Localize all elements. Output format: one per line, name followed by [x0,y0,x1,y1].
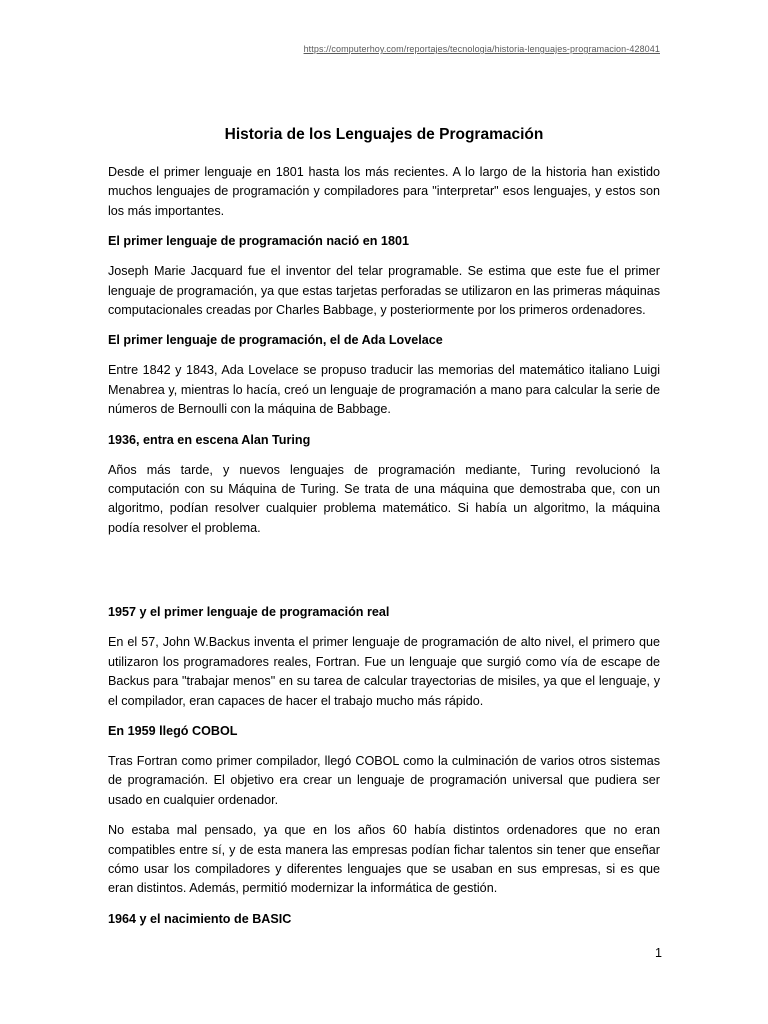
section-heading-fortran: 1957 y el primer lenguaje de programación real [108,605,390,620]
paragraph-jacquard: Joseph Marie Jacquard fue el inventor del telar programable. Se estima que este fue el primer lenguaje de programación, ya que estas tarjetas perforadas se utilizaron en las primeras máquinas computacionales creadas por Charles Babbage, y posteriormente por los primeros ordenadores. [108,264,660,318]
paragraph-lovelace: Entre 1842 y 1843, Ada Lovelace se propuso traducir las memorias del matemático italiano Luigi Menabrea y, mientras lo hacía, creó un lenguaje de programación a mano para calcular la serie de números de Bernoulli con la máquina de Babbage. [108,363,660,417]
paragraph-turing: Años más tarde, y nuevos lenguajes de programación mediante, Turing revolucionó la computación con su Máquina de Turing. Se trata de una máquina que demostraba que, con un algoritmo, podían resolver cualquier problema matemático. Si había un algoritmo, la máquina podía resolver el problema. [108,462,660,535]
section-heading-basic: 1964 y el nacimiento de BASIC [108,911,292,926]
section-heading-turing: 1936, entra en escena Alan Turing [108,432,311,447]
source-url-link[interactable]: https://computerhoy.com/reportajes/tecnologia/historia-lenguajes-programacion-428041 [303,44,660,54]
page-number: 1 [654,946,662,960]
blank-space [108,549,660,603]
paragraph-cobol-2: No estaba mal pensado, ya que en los años 60 había distintos ordenadores que no eran compatibles entre sí, y de esta manera las empresas podían fichar talentos sin tener que enseñar cómo usar los compiladores y diferentes lenguajes que se usaban en sus empresas, si es que eran distintos. Además, permitió modernizar la informática de gestión. [108,823,660,896]
paragraph-fortran: En el 57, John W.Backus inventa el primer lenguaje de programación de alto nivel, el primero que utilizaron los programadores reales, Fortran. Fue un lenguaje que surgió como vía de escape de Backus para "trabajar menos" en su tarea de calcular trayectorias de misiles, ya que el lenguaje, y el compilador, eran capaces de hacer el trabajo mucho más rápido. [108,635,660,708]
document-body [108,126,660,940]
intro-paragraph: Desde el primer lenguaje en 1801 hasta los más recientes. A lo largo de la historia han existido muchos lenguajes de programación y compiladores para "interpretar" esos lenguajes, y estos son los más importantes. [108,165,660,218]
section-heading-cobol: En 1959 llegó COBOL [108,723,238,738]
document-title: Historia de los Lenguajes de Programación [224,126,544,143]
paragraph-cobol-1: Tras Fortran como primer compilador, llegó COBOL como la culminación de varios otros sistemas de programación. El objetivo era crear un lenguaje de programación universal que pudiera ser usado en cualquier ordenador. [108,753,660,807]
section-heading-1801: El primer lenguaje de programación nació en 1801 [108,234,409,249]
section-heading-ada-lovelace: El primer lenguaje de programación, el de Ada Lovelace [108,333,443,348]
